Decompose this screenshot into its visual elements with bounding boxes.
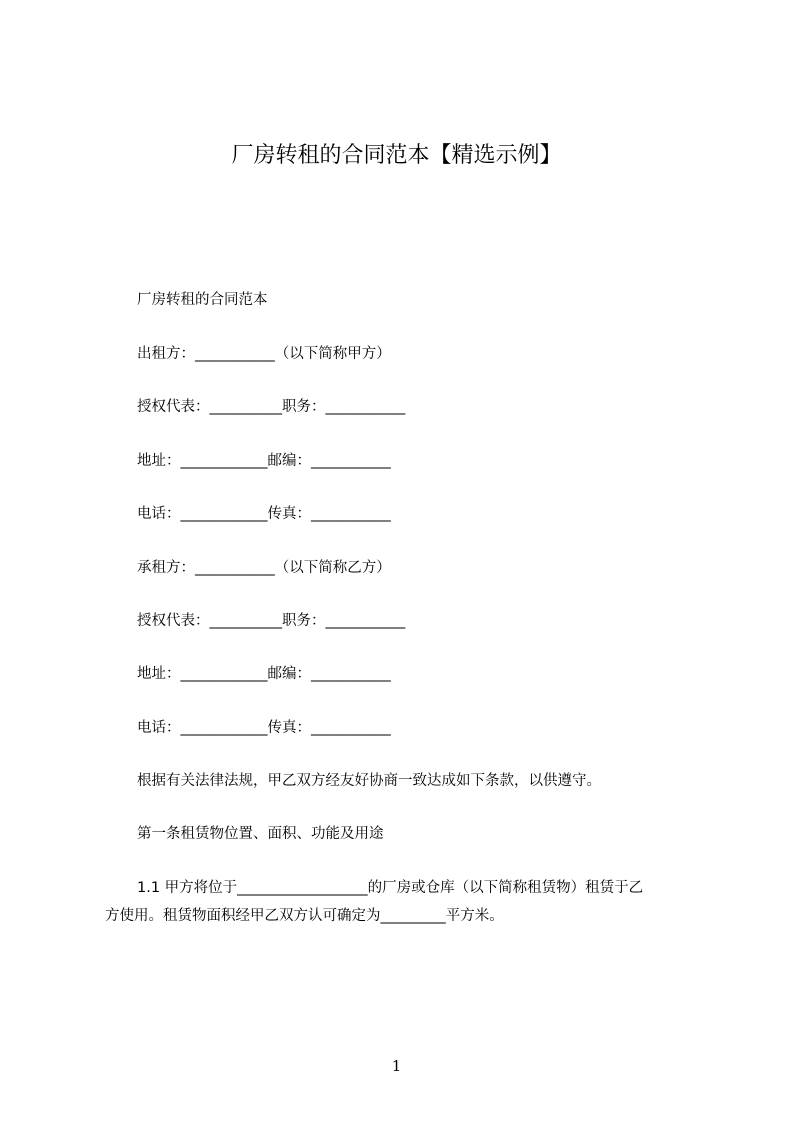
lessor-address-line: 地址：____________邮编：___________ [137,453,391,469]
page-number: 1 [391,1057,402,1075]
clause-1-1-paragraph [105,874,705,930]
clause-1-1-line-2: 方使用。租赁物面积经甲乙双方认可确定为_________平方米。 [105,908,504,924]
subtitle-line: 厂房转租的合同范本 [137,292,268,308]
article-one-heading: 第一条租赁物位置、面积、功能及用途 [137,826,384,842]
clause-1-1-line-1: 1.1 甲方将位于__________________的厂房或仓库（以下简称租赁物）租赁于乙 [137,880,644,896]
lessee-line: 承租方：___________（以下简称乙方） [137,560,391,576]
lessor-line: 出租方：___________（以下简称甲方） [137,346,391,362]
lessee-representative-line: 授权代表：__________职务：___________ [137,613,406,629]
lessor-phone-line: 电话：____________传真：___________ [137,506,391,522]
lessor-representative-line: 授权代表：__________职务：___________ [137,399,406,415]
preamble-line: 根据有关法律法规，甲乙双方经友好协商一致达成如下条款，以供遵守。 [137,773,601,789]
lessee-address-line: 地址：____________邮编：___________ [137,666,391,682]
document-title: 厂房转租的合同范本【精选示例】 [231,143,562,168]
lessee-phone-line: 电话：____________传真：___________ [137,720,391,736]
